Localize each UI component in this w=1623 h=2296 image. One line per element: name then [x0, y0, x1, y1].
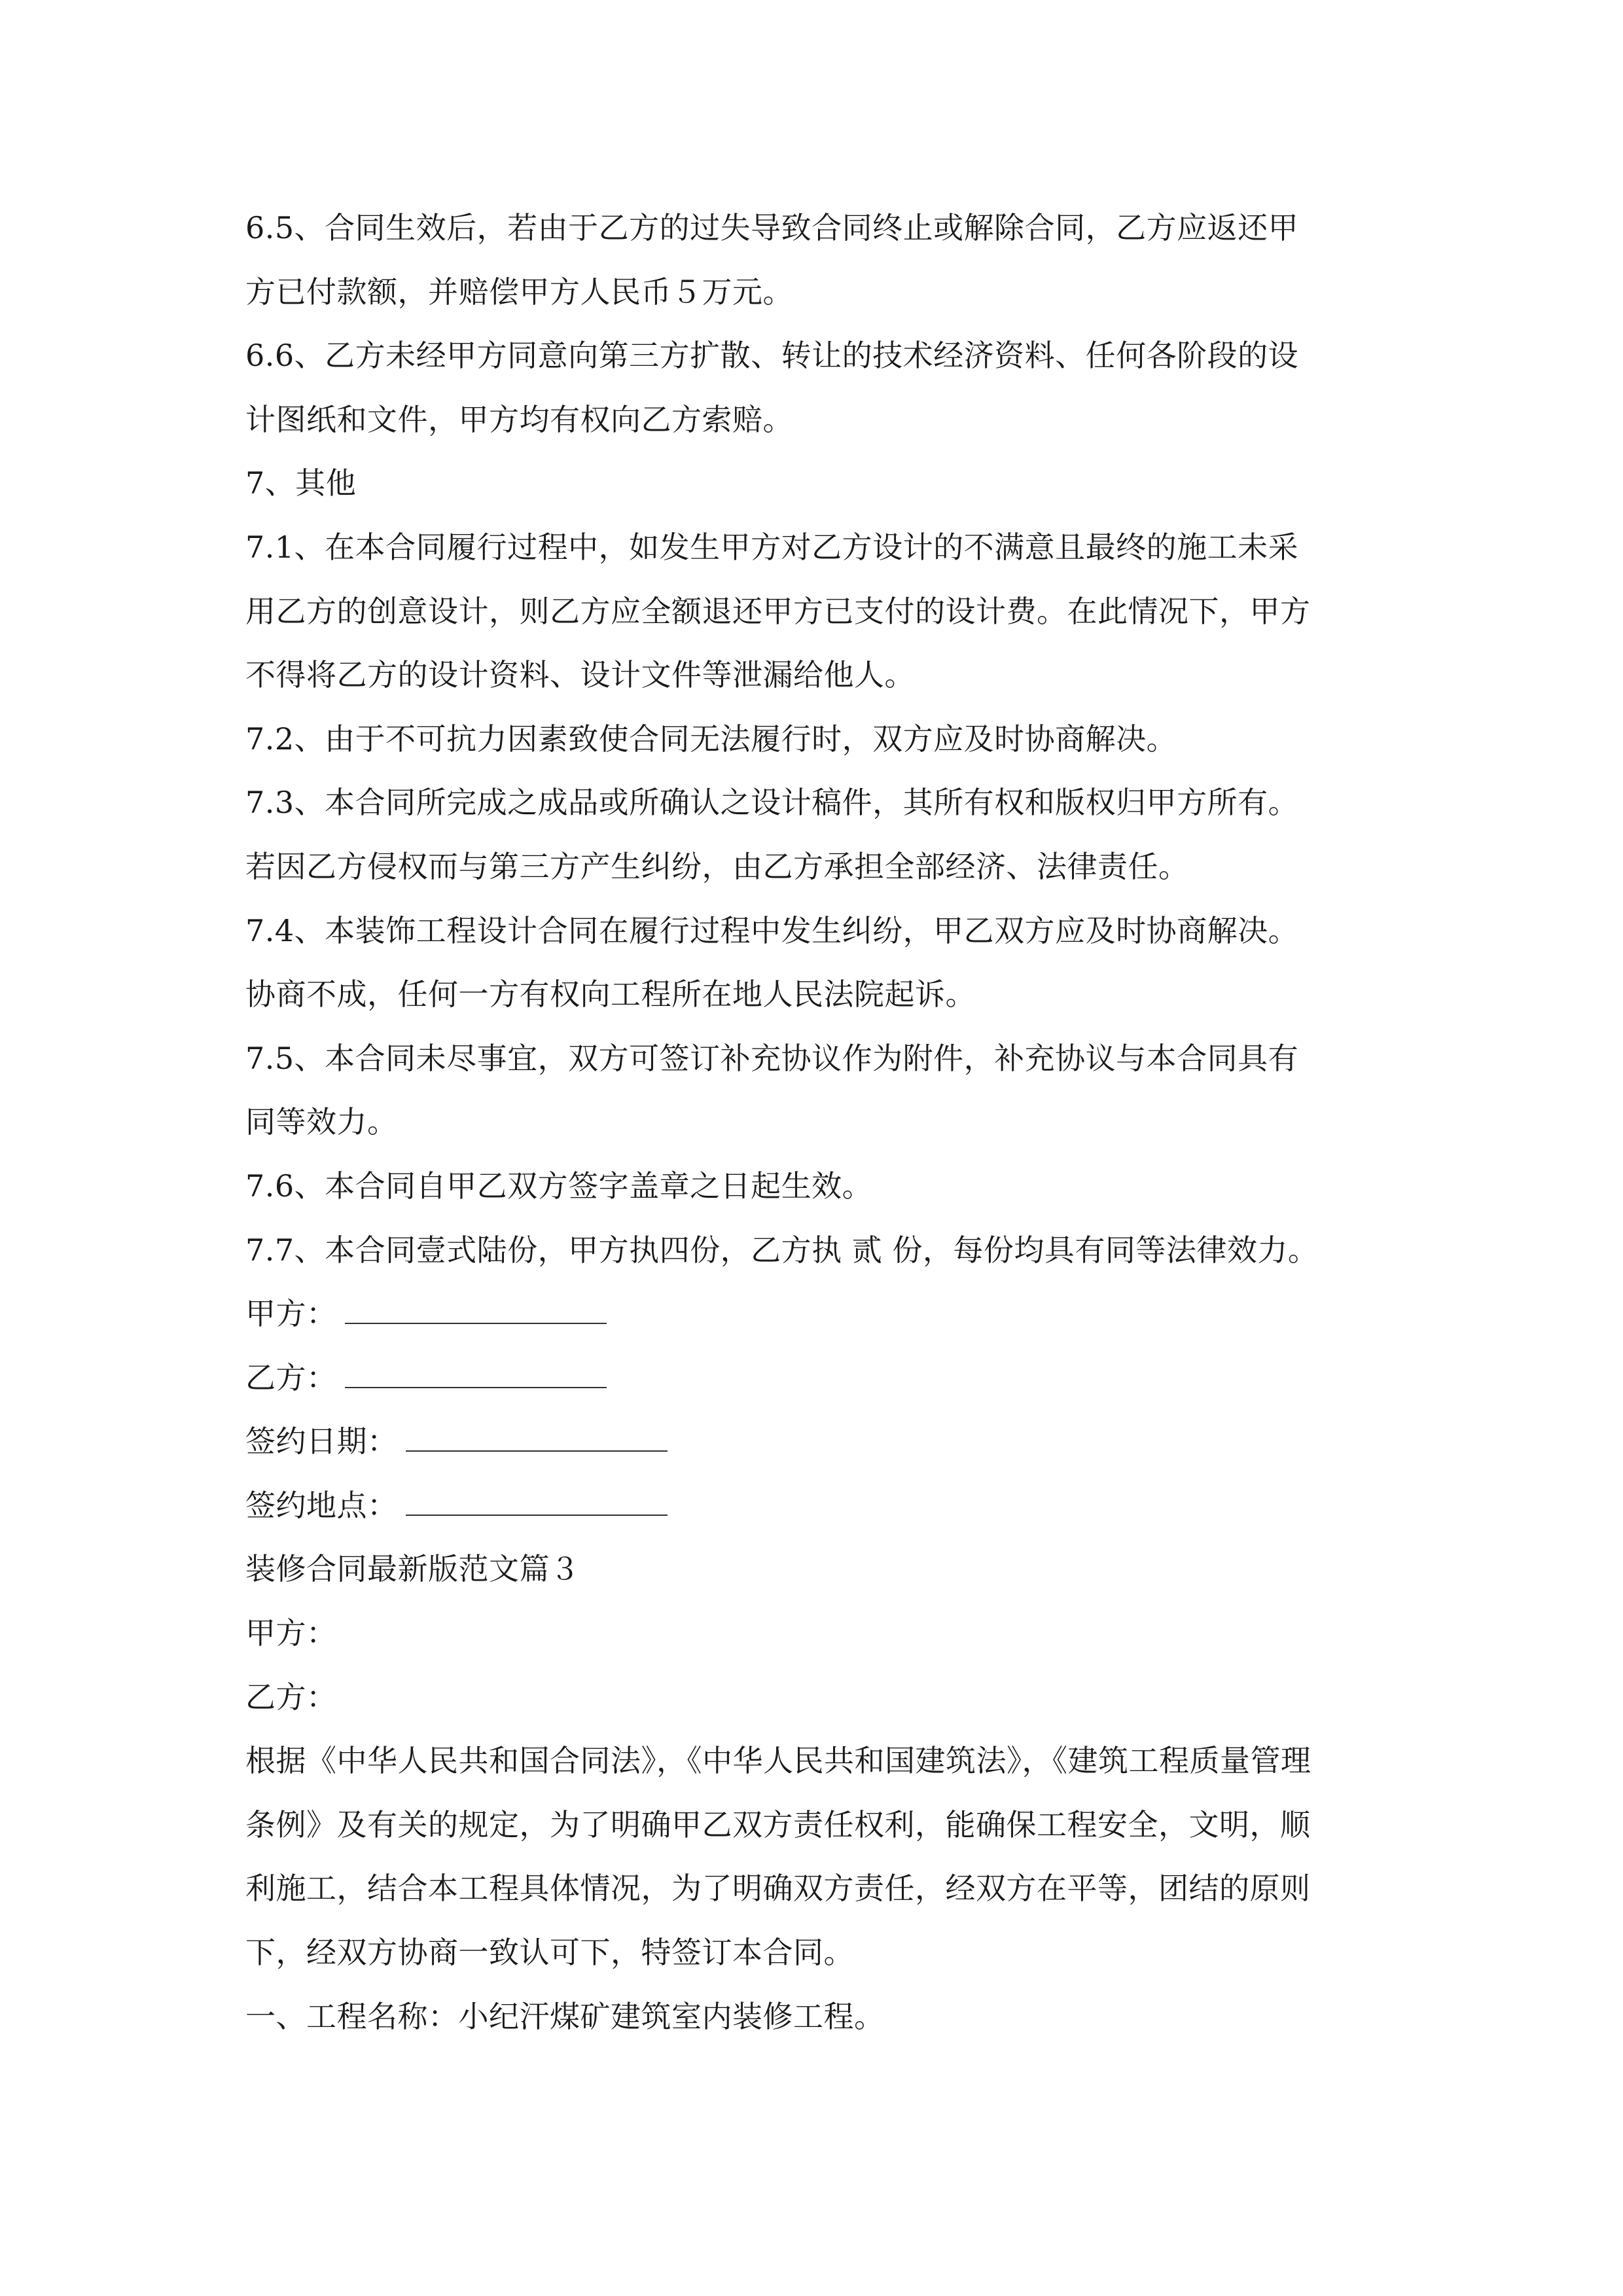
section-7-heading: 7、其他: [245, 465, 357, 501]
section-3-party-b: 乙方：: [245, 1679, 337, 1715]
clause-6-5-line-1: 6.5、合同生效后，若由于乙方的过失导致合同终止或解除合同，乙方应返还甲: [245, 210, 1299, 245]
signature-party-b: [245, 1346, 1397, 1410]
section-3-paragraph-line-4: 下，经双方协商一致认可下，特签订本合同。: [245, 1935, 854, 1971]
section-3-party-a: 甲方：: [245, 1615, 337, 1651]
signature-party-b-blank[interactable]: [345, 1361, 607, 1388]
project-name-line: 一、工程名称：小纪汗煤矿建筑室内装修工程。: [245, 1998, 885, 2034]
clause-7-1-line-3: 不得将乙方的设计资料、设计文件等泄漏给他人。: [245, 657, 915, 693]
clause-6-6-line-2: 计图纸和文件，甲方均有权向乙方索赔。: [245, 401, 793, 437]
clause-7-2: 7.2、由于不可抗力因素致使合同无法履行时，双方应及时协商解决。: [245, 721, 1177, 757]
signature-place-label: 签约地点：: [245, 1487, 398, 1523]
clause-7-4-line-1: 7.4、本装饰工程设计合同在履行过程中发生纠纷，甲乙双方应及时协商解决。: [245, 912, 1299, 948]
section-3-title: 装修合同最新版范文篇３: [245, 1551, 580, 1587]
clause-7-1-line-2: 用乙方的创意设计，则乙方应全额退还甲方已支付的设计费。在此情况下，甲方: [245, 593, 1311, 629]
section-3-paragraph-line-1: 根据《中华人民共和国合同法》，《中华人民共和国建筑法》，《建筑工程质量管理: [245, 1743, 1311, 1779]
clause-7-4-line-2: 协商不成，任何一方有权向工程所在地人民法院起诉。: [245, 977, 976, 1013]
signature-party-a-blank[interactable]: [345, 1297, 607, 1324]
section-3-paragraph-line-3: 利施工，结合本工程具体情况，为了明确双方责任，经双方在平等，团结的原则: [245, 1871, 1311, 1907]
clause-7-5-line-2: 同等效力。: [245, 1104, 398, 1140]
clause-6-5-line-2: 方已付款额，并赔偿甲方人民币５万元。: [245, 274, 793, 310]
signature-date-blank[interactable]: [406, 1424, 668, 1452]
signature-place-blank[interactable]: [406, 1488, 668, 1516]
clause-7-1-line-1: 7.1、在本合同履行过程中，如发生甲方对乙方设计的不满意且最终的施工未采: [245, 529, 1299, 565]
signature-place: [245, 1474, 1397, 1538]
section-3-paragraph-line-2: 条例》及有关的规定，为了明确甲乙双方责任权利，能确保工程安全，文明，顺: [245, 1806, 1311, 1842]
document-page: [245, 196, 1397, 2049]
clause-7-5-line-1: 7.5、本合同未尽事宜，双方可签订补充协议作为附件，补充协议与本合同具有: [245, 1040, 1299, 1076]
signature-party-a-label: 甲方：: [245, 1296, 337, 1332]
signature-party-b-label: 乙方：: [245, 1359, 337, 1395]
clause-7-3-line-1: 7.3、本合同所完成之成品或所确认之设计稿件，其所有权和版权归甲方所有。: [245, 785, 1299, 821]
signature-party-a: [245, 1282, 1397, 1346]
clause-7-7: 7.7、本合同壹式陆份，甲方执四份，乙方执 贰 份，每份均具有同等法律效力。: [245, 1232, 1319, 1268]
signature-date-label: 签约日期：: [245, 1424, 398, 1460]
signature-date: [245, 1410, 1397, 1474]
clause-7-3-line-2: 若因乙方侵权而与第三方产生纠纷，由乙方承担全部经济、法律责任。: [245, 848, 1189, 884]
clause-6-6-line-1: 6.6、乙方未经甲方同意向第三方扩散、转让的技术经济资料、任何各阶段的设: [245, 338, 1299, 374]
clause-7-6: 7.6、本合同自甲乙双方签字盖章之日起生效。: [245, 1168, 873, 1204]
